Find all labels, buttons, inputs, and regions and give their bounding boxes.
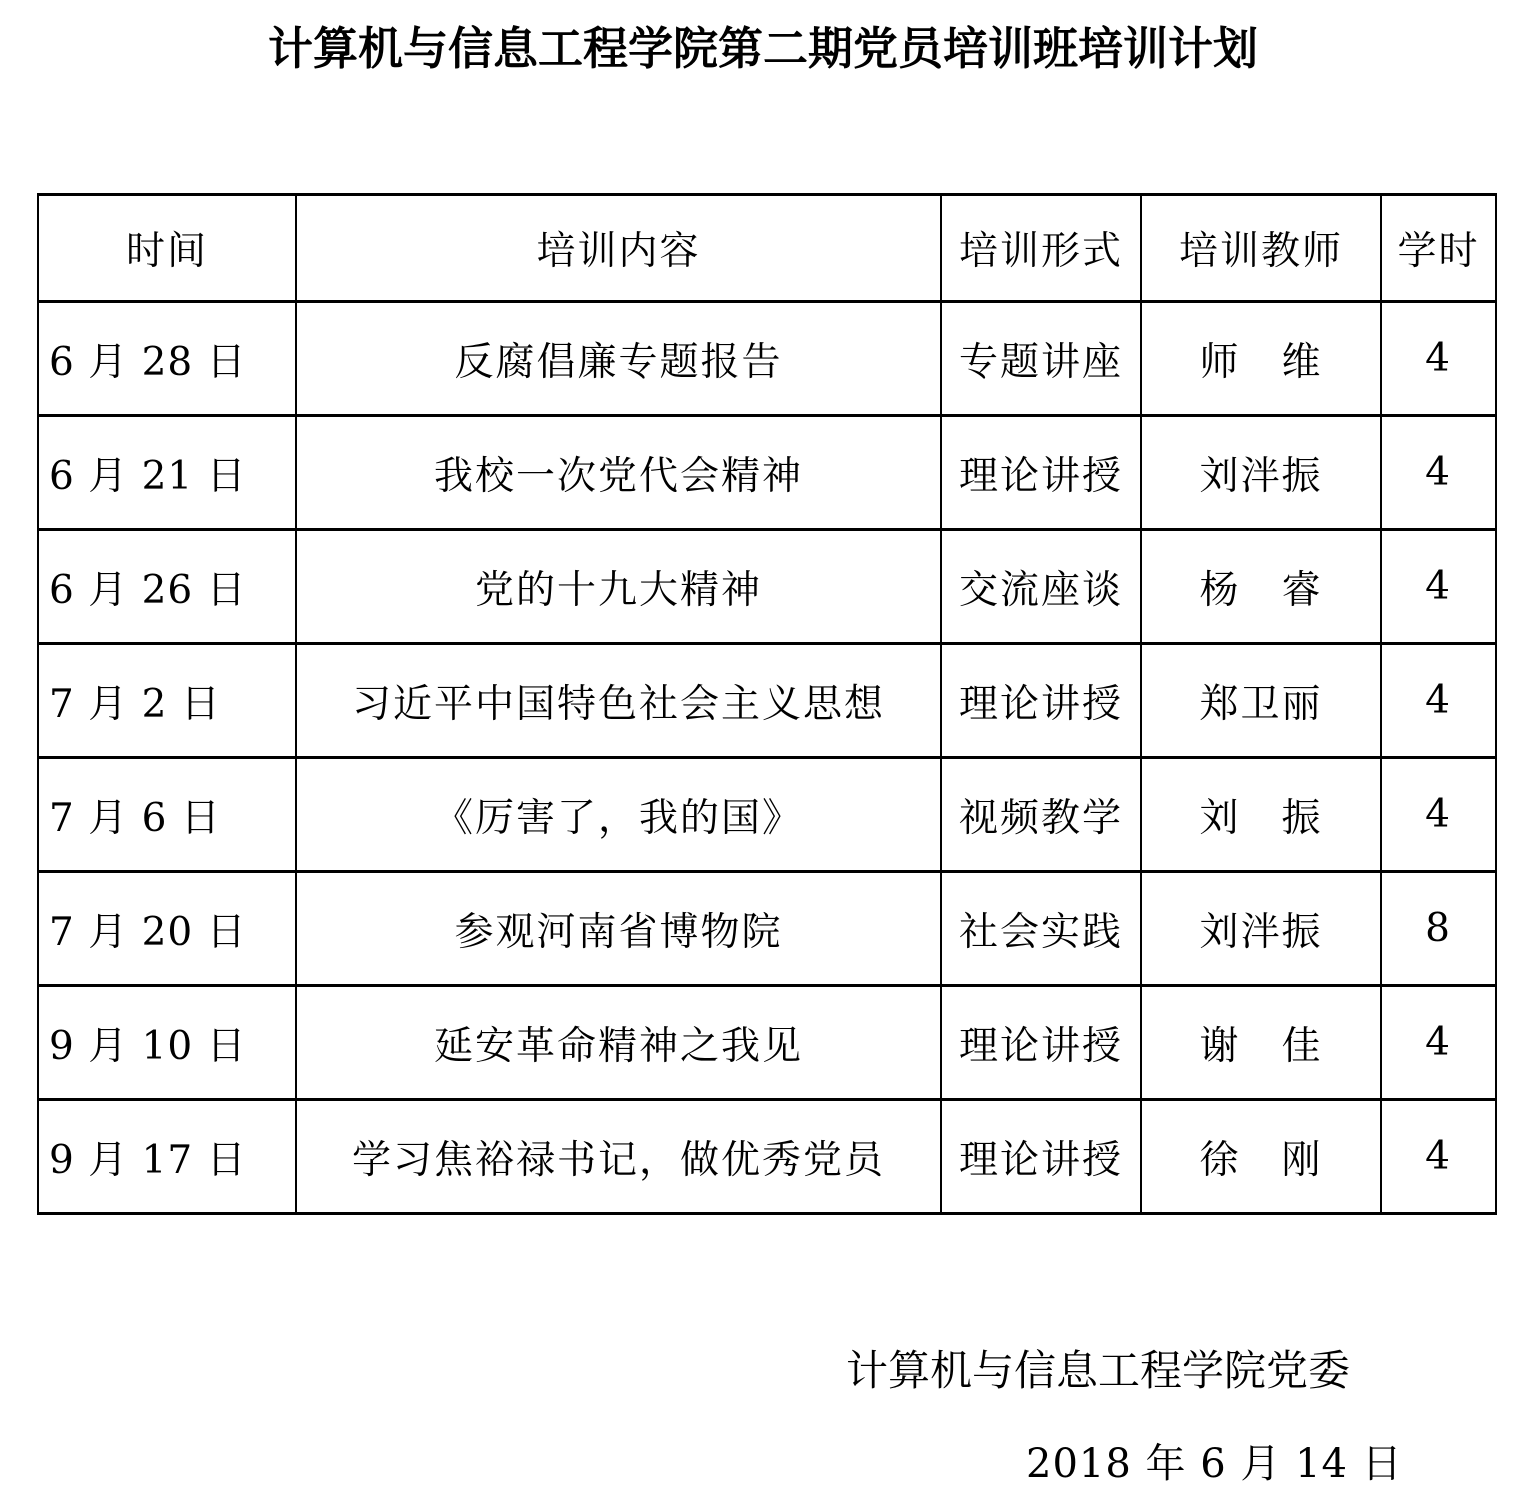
- cell-hours: 4: [1381, 416, 1496, 530]
- cell-hours: 4: [1381, 530, 1496, 644]
- cell-form: 理论讲授: [941, 1100, 1141, 1214]
- cell-form: 专题讲座: [941, 302, 1141, 416]
- signature-line: 计算机与信息工程学院党委: [846, 1346, 1351, 1395]
- table-row: [38, 416, 1496, 530]
- cell-hours: 4: [1381, 302, 1496, 416]
- cell-content: 参观河南省博物院: [296, 872, 941, 986]
- cell-content: 我校一次党代会精神: [296, 416, 941, 530]
- cell-teacher: 刘泮振: [1141, 416, 1381, 530]
- col-header-form: 培训形式: [941, 195, 1141, 302]
- cell-hours: 4: [1381, 986, 1496, 1100]
- cell-time: 6 月 21 日: [38, 416, 296, 530]
- cell-content: 《厉害了，我的国》: [296, 758, 941, 872]
- cell-form: 理论讲授: [941, 416, 1141, 530]
- cell-content: 延安革命精神之我见: [296, 986, 941, 1100]
- cell-teacher: 徐 刚: [1141, 1100, 1381, 1214]
- cell-content: 反腐倡廉专题报告: [296, 302, 941, 416]
- cell-content: 党的十九大精神: [296, 530, 941, 644]
- cell-form: 理论讲授: [941, 644, 1141, 758]
- training-plan-table: [37, 193, 1497, 1215]
- cell-time: 6 月 26 日: [38, 530, 296, 644]
- table-row: [38, 644, 1496, 758]
- cell-time: 9 月 17 日: [38, 1100, 296, 1214]
- cell-teacher: 郑卫丽: [1141, 644, 1381, 758]
- cell-teacher: 谢 佳: [1141, 986, 1381, 1100]
- col-header-content: 培训内容: [296, 195, 941, 302]
- cell-time: 6 月 28 日: [38, 302, 296, 416]
- cell-form: 交流座谈: [941, 530, 1141, 644]
- cell-time: 7 月 20 日: [38, 872, 296, 986]
- cell-teacher: 杨 睿: [1141, 530, 1381, 644]
- cell-time: 7 月 2 日: [38, 644, 296, 758]
- cell-time: 9 月 10 日: [38, 986, 296, 1100]
- cell-time: 7 月 6 日: [38, 758, 296, 872]
- cell-teacher: 师 维: [1141, 302, 1381, 416]
- cell-form: 社会实践: [941, 872, 1141, 986]
- cell-form: 视频教学: [941, 758, 1141, 872]
- table-row: [38, 302, 1496, 416]
- table-row: [38, 530, 1496, 644]
- col-header-time: 时间: [38, 195, 296, 302]
- table-row: [38, 872, 1496, 986]
- table-row: [38, 986, 1496, 1100]
- table-row: [38, 758, 1496, 872]
- cell-form: 理论讲授: [941, 986, 1141, 1100]
- cell-teacher: 刘 振: [1141, 758, 1381, 872]
- col-header-hours: 学时: [1381, 195, 1496, 302]
- table-row: [38, 1100, 1496, 1214]
- date-line: 2018 年 6 月 14 日: [1026, 1441, 1403, 1487]
- cell-hours: 8: [1381, 872, 1496, 986]
- cell-content: 习近平中国特色社会主义思想: [296, 644, 941, 758]
- cell-hours: 4: [1381, 644, 1496, 758]
- cell-content: 学习焦裕禄书记，做优秀党员: [296, 1100, 941, 1214]
- col-header-teacher: 培训教师: [1141, 195, 1381, 302]
- table-header-row: [38, 195, 1496, 302]
- page-title: 计算机与信息工程学院第二期党员培训班培训计划: [267, 22, 1258, 75]
- cell-hours: 4: [1381, 1100, 1496, 1214]
- cell-hours: 4: [1381, 758, 1496, 872]
- cell-teacher: 刘泮振: [1141, 872, 1381, 986]
